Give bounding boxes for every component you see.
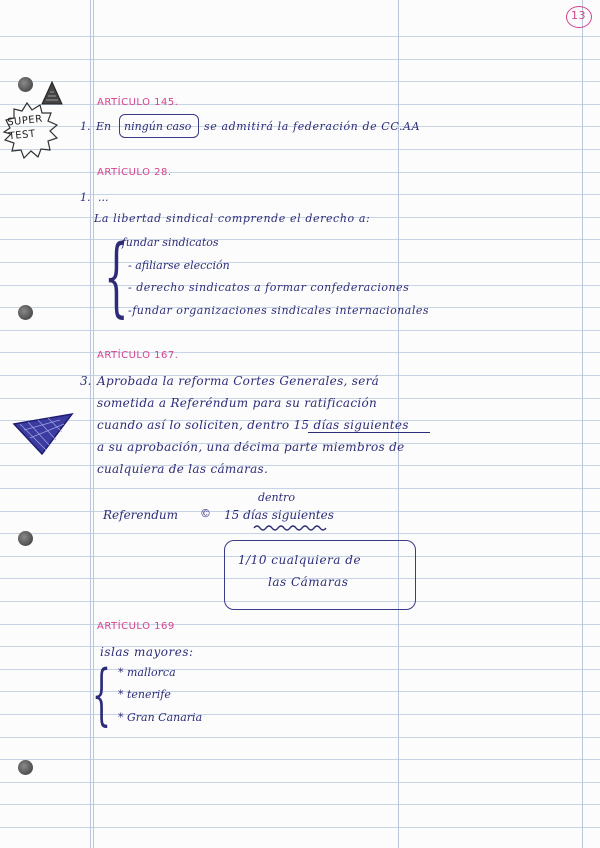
copyright-symbol: © — [200, 507, 211, 520]
binder-hole — [18, 305, 33, 320]
box-text-line: 1/10 cualquiera de — [238, 553, 362, 567]
summary-label: Referendum — [103, 508, 179, 522]
binder-hole — [18, 760, 33, 775]
text-line: La libertad sindical comprende el derecho a: — [94, 212, 371, 225]
scribble-underline-icon — [252, 524, 328, 532]
list-item: - derecho sindicatos a formar confederaciones — [128, 281, 410, 294]
text-line: cuando así lo soliciten, dentro 15 días siguientes — [97, 418, 409, 432]
sticker-text: SUPER TEST — [6, 113, 44, 143]
page-number: 13 — [571, 9, 586, 22]
boxed-text: ningún caso — [124, 120, 192, 133]
list-item: -fundar organizaciones sindicales internacionales — [128, 304, 430, 317]
heading-articulo-145: ARTÍCULO 145. — [97, 97, 179, 108]
list-item: * Gran Canaria — [118, 711, 203, 724]
heading-articulo-28: ARTÍCULO 28. — [97, 167, 172, 178]
text-line: cualquiera de las cámaras. — [97, 462, 269, 476]
pennant-doodle-icon — [12, 410, 74, 456]
text-line: se admitirá la federación de CC.AA — [204, 120, 421, 133]
summary-days: 15 días siguientes — [224, 508, 334, 522]
heading-articulo-167: ARTÍCULO 167. — [97, 350, 179, 361]
text-line: islas mayores: — [100, 645, 194, 659]
list-item: -fundar sindicatos — [118, 236, 219, 249]
text-line: Aprobada la reforma Cortes Generales, será — [97, 374, 380, 388]
list-item: * mallorca — [118, 666, 176, 679]
text-line: sometida a Referéndum para su ratificación — [97, 396, 378, 410]
note-above: dentro — [258, 491, 295, 504]
box-text-line: las Cámaras — [268, 575, 349, 589]
right-edge-line — [582, 0, 583, 848]
line-number: 3. — [80, 374, 92, 388]
list-item: - afiliarse elección — [128, 259, 230, 272]
ellipsis: ... — [98, 191, 109, 204]
text-line: En — [96, 120, 112, 133]
line-number: 1. — [80, 191, 91, 204]
heading-articulo-169: ARTÍCULO 169 — [97, 621, 175, 632]
curly-brace-icon: { — [92, 656, 111, 733]
binder-hole — [18, 77, 33, 92]
curly-brace-icon: { — [104, 227, 129, 327]
binder-hole — [18, 531, 33, 546]
text-line: a su aprobación, una décima parte miembros de — [97, 440, 405, 454]
line-number: 1. — [80, 120, 91, 133]
underline — [308, 432, 430, 433]
list-item: * tenerife — [118, 688, 171, 701]
